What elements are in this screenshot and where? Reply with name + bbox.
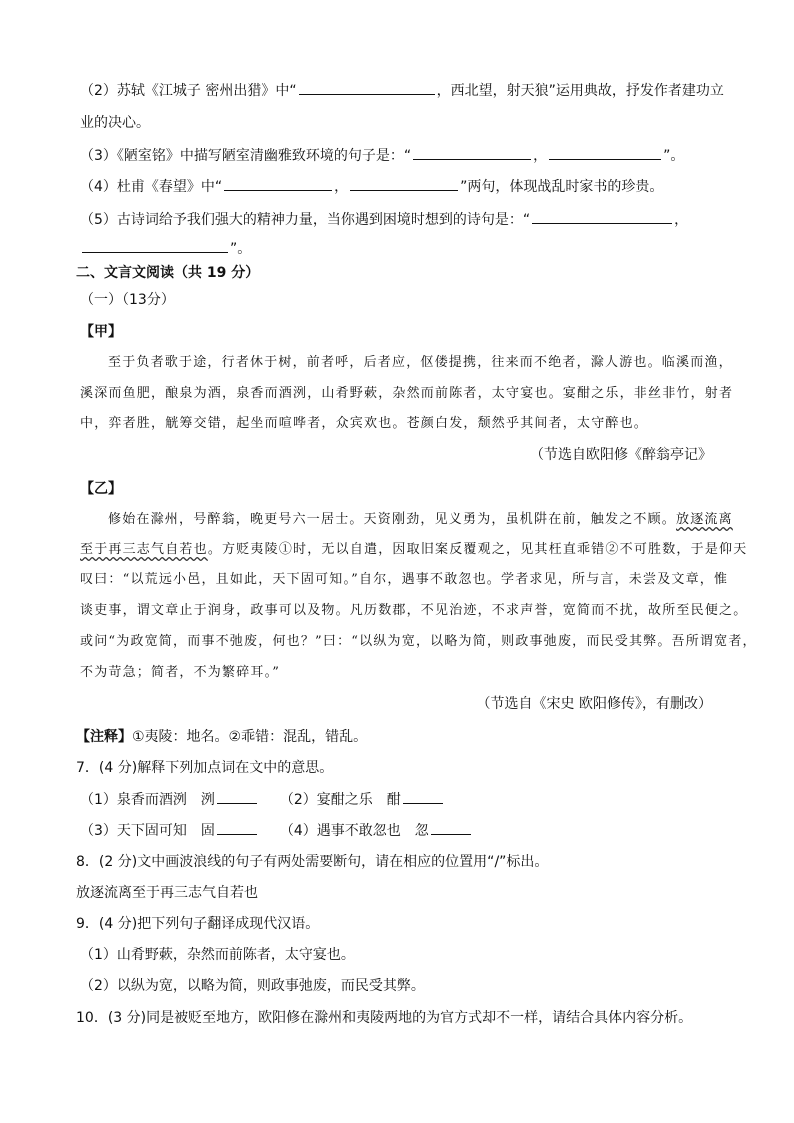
q2-suffix: ，西北望，射天狼”运用典故，抒发作者建功立	[436, 83, 724, 99]
answer-blank[interactable]	[413, 145, 531, 160]
question-7: 7．(4 分)解释下列加点词在文中的意思。	[76, 760, 334, 776]
question-7-items	[80, 820, 473, 841]
q4-suffix: ”两句，体现战乱时家书的珍贵。	[460, 179, 664, 195]
q3-comma: ，	[533, 148, 548, 164]
subsection-title: （一）（13分）	[80, 292, 175, 308]
q7-item: （1）泉香而酒洌 洌	[80, 792, 215, 808]
section-title: 二、文言文阅读（共 19 分）	[76, 265, 260, 281]
q3-suffix: ”。	[663, 148, 685, 164]
question-7-items	[80, 789, 445, 810]
passage-yi-line: 或问“为政宽简，而事不弛废，何也？”曰：“以纵为宽，以略为简，则政事弛废，而民受其弊。吾所谓宽者，	[80, 634, 757, 649]
question-10: 10．(3 分)同是被贬至地方，欧阳修在滁州和夷陵两地的为官方式却不一样，请结合具体内容分析。	[76, 1010, 693, 1026]
q3-prefix: （3）《陋室铭》中描写陋室清幽雅致环境的句子是：“	[80, 148, 412, 164]
question-4	[80, 176, 663, 197]
passage-jia-line: 中，弈者胜，觥筹交错，起坐而喧哗者，众宾欢也。苍颜白发，颓然乎其间者，太守醉也。	[80, 416, 649, 431]
question-9-item: （1）山肴野蔌，杂然而前陈者，太守宴也。	[80, 947, 355, 963]
question-3	[80, 145, 684, 166]
q4-comma: ，	[334, 179, 349, 195]
q7-item: （4）遇事不敢忽也 忽	[279, 823, 429, 839]
q5-continuation	[80, 238, 251, 259]
question-9: 9．(4 分)把下列句子翻译成现代汉语。	[76, 916, 320, 932]
annotation	[76, 727, 367, 747]
q7-item: （3）天下固可知 固	[80, 823, 215, 839]
question-8-sentence: 放逐流离至于再三志气自若也	[76, 885, 258, 901]
annotation-text: ①夷陵：地名。②乖错：混乱，错乱。	[132, 729, 368, 745]
question-5	[80, 209, 688, 230]
passage-yi-line	[108, 510, 733, 530]
question-9-item: （2）以纵为宽，以略为简，则政事弛废，而民受其弊。	[80, 978, 425, 994]
answer-blank[interactable]	[431, 820, 471, 835]
answer-blank[interactable]	[217, 789, 257, 804]
passage-yi-line: 谈吏事，谓文章止于润身，政事可以及物。凡历数郡，不见治迹，不求声誉，宽简而不扰，故所至民便之。	[80, 603, 748, 618]
answer-blank[interactable]	[403, 789, 443, 804]
answer-blank[interactable]	[82, 238, 228, 253]
passage-yi-label: 【乙】	[80, 481, 122, 497]
q4-prefix: （4）杜甫《春望》中“	[80, 179, 223, 195]
passage-jia-label: 【甲】	[80, 324, 122, 340]
passage-yi-source: （节选自《宋史 欧阳修传》，有删改）	[476, 696, 712, 712]
q7-item: （2）宴酣之乐 酣	[279, 792, 401, 808]
passage-yi-line: 不为苛急；简者，不为繁碎耳。”	[80, 665, 281, 680]
q2-prefix: （2）苏轼《江城子 密州出猎》中“	[80, 83, 297, 99]
passage-jia-source: （节选自欧阳修《醉翁亭记》	[530, 447, 712, 463]
answer-blank[interactable]	[217, 820, 257, 835]
q5-prefix: （5）古诗词给予我们强大的精神力量，当你遇到困境时想到的诗句是：“	[80, 212, 531, 228]
answer-blank[interactable]	[299, 80, 435, 95]
passage-jia-line: 至于负者歌于途，行者休于树，前者呼，后者应，伛偻提携，往来而不绝者，滁人游也。临溪而渔，	[108, 355, 733, 370]
answer-blank[interactable]	[350, 176, 458, 191]
passage-yi-line	[80, 540, 747, 560]
annotation-label: 【注释】	[76, 729, 132, 745]
question-2	[80, 80, 724, 101]
q2-continuation: 业的决心。	[80, 115, 150, 131]
answer-blank[interactable]	[532, 209, 672, 224]
question-8: 8．(2 分)文中画波浪线的句子有两处需要断句，请在相应的位置用“/”标出。	[76, 854, 549, 870]
passage-yi-text: 。方贬夷陵①时，无以自遣，因取旧案反覆观之，见其枉直乖错②不可胜数，于是仰天	[207, 542, 748, 557]
wavy-underlined-sentence: 放逐流离	[676, 512, 733, 527]
wavy-underlined-sentence: 至于再三志气自若也	[80, 542, 208, 557]
answer-blank[interactable]	[224, 176, 332, 191]
passage-jia-line: 溪深而鱼肥，酿泉为酒，泉香而酒洌，山肴野蔌，杂然而前陈者，太守宴也。宴酣之乐，非丝非竹，射者	[80, 386, 734, 401]
q5-comma: ，	[674, 212, 689, 228]
q5-suffix: ”。	[230, 241, 252, 257]
answer-blank[interactable]	[549, 145, 661, 160]
passage-yi-line: 叹曰：“以荒远小邑，且如此，天下固可知。”自尔，遇事不敢忽也。学者求见，所与言，未尝及文章，惟	[80, 572, 729, 587]
passage-yi-text: 修始在滁州，号醉翁，晚更号六一居士。天资刚劲，见义勇为，虽机阱在前，触发之不顾。	[108, 512, 677, 527]
